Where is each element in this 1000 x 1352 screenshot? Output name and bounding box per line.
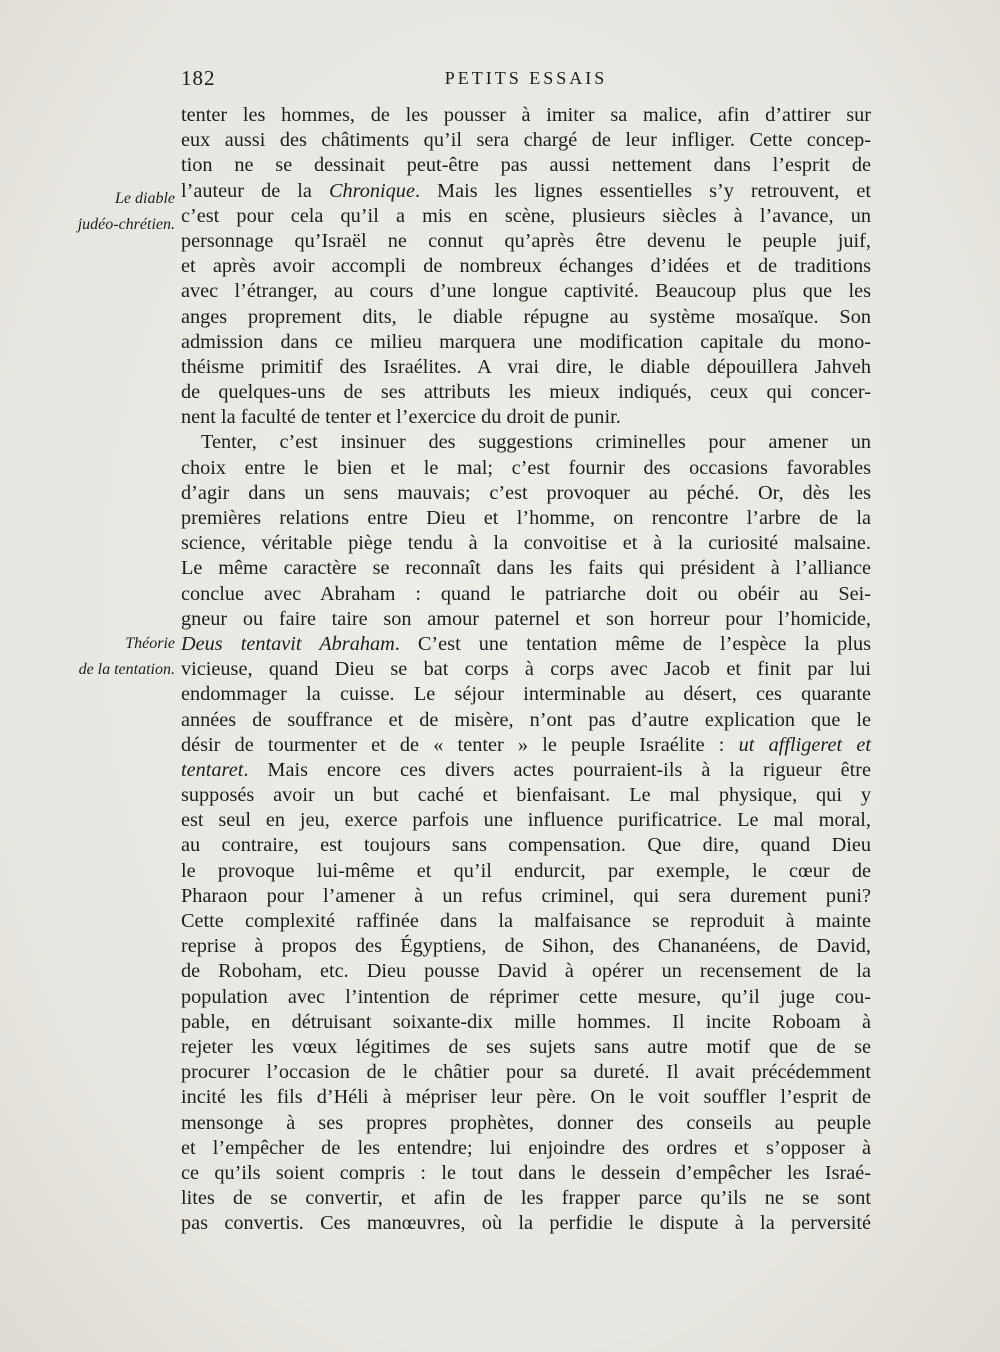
text-line (181, 179, 871, 204)
text-line (181, 330, 871, 355)
text-segment: de Roboham, etc. Dieu pousse David à opérer un recensement de la (181, 960, 871, 983)
margin-note-diable (25, 186, 175, 237)
margin-note-line: Le diable (115, 190, 175, 207)
italic-text-segment: ut affligeret et (738, 733, 872, 756)
text-segment: et après avoir accompli de nombreux échanges d’idées et de traditions (181, 255, 871, 278)
text-segment: pable, en détruisant soixante-dix mille hommes. Il incite Roboam à (181, 1010, 871, 1033)
text-line (181, 934, 871, 959)
text-segment: choix entre le bien et le mal; c’est fournir des occasions favorables (181, 456, 871, 479)
italic-text-segment: tentaret (181, 758, 244, 781)
text-segment: années de souffrance et de misère, n’ont pas d’autre explication que le (181, 708, 871, 731)
text-line (181, 758, 871, 783)
text-line (181, 582, 871, 607)
text-line (181, 657, 871, 682)
text-line (181, 531, 871, 556)
text-segment: le provoque lui-même et qu’il endurcit, par exemple, le cœur de (181, 859, 871, 882)
text-line (181, 607, 871, 632)
text-segment: conclue avec Abraham : quand le patriarche doit ou obéir au Sei- (181, 582, 871, 605)
text-segment: rejeter les vœux légitimes de ses sujets sans autre motif que de se (181, 1035, 871, 1058)
body-text (181, 103, 871, 1236)
text-line (181, 279, 871, 304)
text-line (181, 1060, 871, 1085)
text-segment: population avec l’intention de réprimer cette mesure, qu’il juge cou- (181, 985, 871, 1008)
margin-note-line: Théorie (125, 635, 175, 652)
text-segment: reprise à propos des Égyptiens, de Sihon, des Chananéens, de David, (181, 935, 871, 958)
italic-text-segment: Chronique (328, 179, 415, 202)
text-line (181, 1211, 871, 1236)
text-segment: Tenter, c’est insinuer des suggestions criminelles pour amener un (201, 431, 871, 454)
text-segment: théisme primitif des Israélites. A vrai dire, le diable dépouillera Jahveh (181, 355, 871, 378)
text-line (181, 1010, 871, 1035)
text-line (181, 1161, 871, 1186)
margin-note-line: judéo-chrétien. (77, 215, 175, 233)
text-segment: d’agir dans un sens mauvais; c’est provoquer au péché. Or, dès les (181, 481, 871, 504)
text-line (181, 229, 871, 254)
text-segment: . Mais encore ces divers actes pourraient-ils à la rigueur être (243, 758, 871, 781)
text-segment: vicieuse, quand Dieu se bat corps à corps avec Jacob et finit par lui (181, 658, 871, 681)
text-segment: incité les fils d’Héli à mépriser leur père. On le voit souffler l’esprit de (181, 1086, 871, 1109)
text-segment: science, véritable piège tendu à la convoitise et à la curiosité malsaine. (181, 532, 871, 555)
margin-note-tentation (25, 631, 175, 682)
text-segment: et l’empêcher de les entendre; lui enjoindre des ordres et s’opposer à (181, 1136, 871, 1159)
text-line (181, 204, 871, 229)
text-line (181, 783, 871, 808)
text-segment: anges proprement dits, le diable répugne au système mosaïque. Son (181, 305, 871, 328)
text-segment: lites de se convertir, et afin de les frapper parce qu’ils ne se sont (181, 1187, 871, 1210)
text-segment: désir de tourmenter et de « tenter » le peuple Israélite : (181, 733, 739, 756)
page-number: 182 (181, 66, 216, 90)
text-segment: tion ne se dessinait peut-être pas aussi nettement dans l’esprit de (181, 154, 871, 177)
text-segment: Le même caractère se reconnaît dans les faits qui président à l’alliance (181, 557, 871, 580)
text-line (181, 380, 871, 405)
text-segment: tenter les hommes, de les pousser à imiter sa malice, afin d’attirer sur (181, 104, 871, 126)
margin-note-line: de la tentation. (78, 660, 175, 678)
text-line (181, 556, 871, 581)
text-segment: . Mais les lignes essentielles s’y retrouvent, et (414, 179, 871, 202)
text-line (181, 355, 871, 380)
text-line (181, 1085, 871, 1110)
text-line (181, 733, 871, 758)
text-line (181, 103, 871, 128)
text-line (181, 254, 871, 279)
text-segment: mensonge à ses propres prophètes, donner des conseils au peuple (181, 1111, 871, 1134)
text-segment: pas convertis. Ces manœuvres, où la perfidie le dispute à la perversité (181, 1212, 871, 1235)
text-segment: Pharaon pour l’amener à un refus criminel, qui sera durement puni? (181, 884, 871, 907)
running-title: PETITS ESSAIS (444, 68, 608, 88)
text-line (181, 833, 871, 858)
text-segment: c’est pour cela qu’il a mis en scène, plusieurs siècles à l’avance, un (181, 204, 871, 227)
text-line (181, 632, 871, 657)
text-segment: nent la faculté de tenter et l’exercice du droit de punir. (181, 406, 621, 429)
text-segment: procurer l’occasion de le châtier pour sa dureté. Il avait précédemment (181, 1061, 871, 1084)
text-line (181, 1111, 871, 1136)
text-segment: . C’est une tentation même de l’espèce la plus (394, 632, 871, 655)
text-line (181, 456, 871, 481)
text-line (181, 959, 871, 984)
text-line (181, 430, 871, 455)
text-segment: l’auteur de la (181, 179, 329, 202)
text-segment: personnage qu’Israël ne connut qu’après être devenu le peuple juif, (181, 229, 871, 252)
text-segment: Cette complexité raffinée dans la malfaisance se reproduit à mainte (181, 910, 871, 932)
text-line (181, 708, 871, 733)
text-segment: avec l’étranger, au cours d’une longue captivité. Beaucoup plus que les (181, 280, 871, 303)
text-line (181, 808, 871, 833)
text-line (181, 1035, 871, 1060)
text-segment: au contraire, est toujours sans compensation. Que dire, quand Dieu (181, 834, 871, 857)
text-segment: gneur ou faire taire son amour paternel et son horreur pour l’homicide, (181, 607, 871, 630)
text-line (181, 884, 871, 909)
text-segment: ce qu’ils soient compris : le tout dans le dessein d’empêcher les Israé- (181, 1161, 871, 1184)
text-line (181, 481, 871, 506)
text-segment: endommager la cuisse. Le séjour interminable au désert, ces quarante (181, 683, 871, 706)
text-segment: est seul en jeu, exerce parfois une influence purificatrice. Le mal moral, (181, 809, 871, 832)
text-segment: admission dans ce milieu marquera une modification capitale du mono- (181, 330, 871, 353)
text-line (181, 909, 871, 934)
text-line (181, 128, 871, 153)
text-line (181, 682, 871, 707)
text-line (181, 506, 871, 531)
page-header (181, 66, 871, 94)
text-line (181, 305, 871, 330)
text-line (181, 1136, 871, 1161)
text-line (181, 859, 871, 884)
text-line (181, 1186, 871, 1211)
text-segment: supposés avoir un but caché et bienfaisant. Le mal physique, qui y (181, 784, 871, 807)
text-line (181, 153, 871, 178)
text-line (181, 405, 871, 430)
text-segment: de quelques-uns de ses attributs les mieux indiqués, ceux qui concer- (181, 381, 871, 404)
text-segment: premières relations entre Dieu et l’homme, on rencontre l’arbre de la (181, 507, 871, 529)
italic-text-segment: Deus tentavit Abraham (181, 632, 395, 655)
text-segment: eux aussi des châtiments qu’il sera chargé de leur infliger. Cette concep- (181, 129, 871, 152)
text-line (181, 985, 871, 1010)
